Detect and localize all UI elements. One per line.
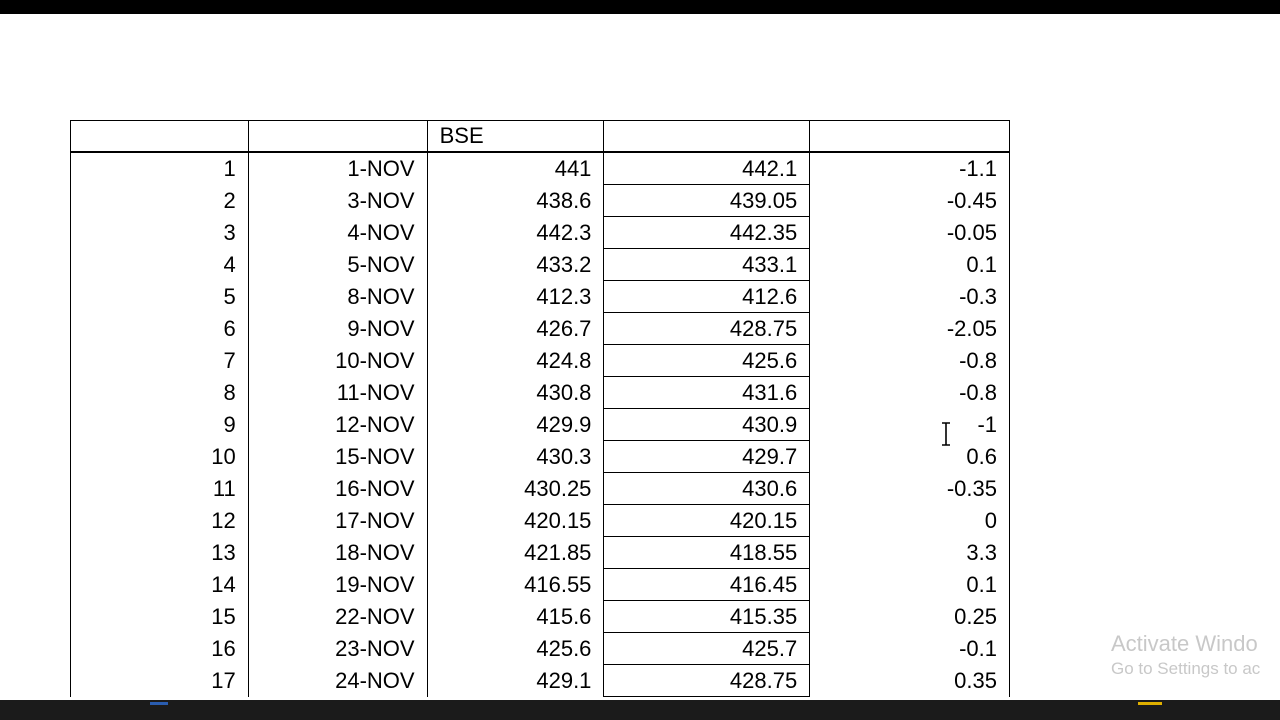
table-cell[interactable]: 0.25 — [810, 601, 1010, 633]
table-cell[interactable]: 17 — [71, 665, 249, 697]
table-cell[interactable]: 442.3 — [427, 217, 604, 249]
table-row — [71, 185, 1010, 217]
table-cell[interactable]: 24-NOV — [248, 665, 427, 697]
table-cell[interactable]: 438.6 — [427, 185, 604, 217]
table-cell[interactable]: 429.1 — [427, 665, 604, 697]
table-row — [71, 633, 1010, 665]
table-cell[interactable]: 420.15 — [427, 505, 604, 537]
table-cell[interactable]: 14 — [71, 569, 249, 601]
table-cell[interactable]: 420.15 — [604, 505, 810, 537]
table-body — [71, 152, 1010, 697]
header-row — [71, 121, 1010, 153]
table-cell[interactable]: 8 — [71, 377, 249, 409]
table-cell[interactable]: 415.6 — [427, 601, 604, 633]
table-cell[interactable]: 19-NOV — [248, 569, 427, 601]
table-row — [71, 313, 1010, 345]
table-cell[interactable]: 431.6 — [604, 377, 810, 409]
header-cell-4[interactable] — [604, 121, 810, 153]
data-table — [70, 120, 1010, 697]
table-cell[interactable]: 415.35 — [604, 601, 810, 633]
table-row — [71, 249, 1010, 281]
table-cell[interactable]: 0 — [810, 505, 1010, 537]
table-row — [71, 345, 1010, 377]
table-cell[interactable]: 3-NOV — [248, 185, 427, 217]
table-cell[interactable]: 421.85 — [427, 537, 604, 569]
taskbar — [0, 700, 1280, 720]
taskbar-app-icon[interactable] — [150, 702, 168, 705]
table-cell[interactable]: 429.9 — [427, 409, 604, 441]
table-cell[interactable]: -1.1 — [810, 152, 1010, 185]
table-cell[interactable]: 6 — [71, 313, 249, 345]
table-cell[interactable]: 8-NOV — [248, 281, 427, 313]
table-cell[interactable]: -0.45 — [810, 185, 1010, 217]
table-cell[interactable]: 15-NOV — [248, 441, 427, 473]
table-cell[interactable]: 425.6 — [604, 345, 810, 377]
table-cell[interactable]: 430.3 — [427, 441, 604, 473]
table-cell[interactable]: 3 — [71, 217, 249, 249]
table-cell[interactable]: 10-NOV — [248, 345, 427, 377]
activate-windows-watermark — [1111, 630, 1260, 680]
header-cell-1[interactable] — [71, 121, 249, 153]
watermark-title: Activate Windo — [1111, 631, 1258, 656]
table-cell[interactable]: 0.1 — [810, 249, 1010, 281]
table-cell[interactable]: 424.8 — [427, 345, 604, 377]
header-cell-5[interactable] — [810, 121, 1010, 153]
table-cell[interactable]: 416.55 — [427, 569, 604, 601]
table-cell[interactable]: 7 — [71, 345, 249, 377]
table-cell[interactable]: 22-NOV — [248, 601, 427, 633]
table-row — [71, 217, 1010, 249]
table-cell[interactable]: -1 — [810, 409, 1010, 441]
table-cell[interactable]: 15 — [71, 601, 249, 633]
table-row — [71, 473, 1010, 505]
spreadsheet-area — [70, 120, 1010, 700]
table-cell[interactable]: 0.1 — [810, 569, 1010, 601]
table-row — [71, 281, 1010, 313]
table-cell[interactable]: 430.8 — [427, 377, 604, 409]
table-cell[interactable]: 433.2 — [427, 249, 604, 281]
table-cell[interactable]: 425.7 — [604, 633, 810, 665]
watermark-subtitle: Go to Settings to ac — [1111, 659, 1261, 678]
table-row — [71, 409, 1010, 441]
table-cell[interactable]: 5 — [71, 281, 249, 313]
table-cell[interactable]: 429.7 — [604, 441, 810, 473]
table-cell[interactable]: 441 — [427, 152, 604, 185]
table-cell[interactable]: -0.05 — [810, 217, 1010, 249]
table-cell[interactable]: 11-NOV — [248, 377, 427, 409]
table-cell[interactable]: 13 — [71, 537, 249, 569]
table-cell[interactable]: -0.8 — [810, 345, 1010, 377]
table-cell[interactable]: 12 — [71, 505, 249, 537]
table-cell[interactable]: 1 — [71, 152, 249, 185]
table-cell[interactable]: 442.35 — [604, 217, 810, 249]
ibeam-text-cursor-icon — [940, 422, 952, 446]
table-cell[interactable]: 5-NOV — [248, 249, 427, 281]
table-cell[interactable]: 433.1 — [604, 249, 810, 281]
table-cell[interactable]: 412.6 — [604, 281, 810, 313]
taskbar-folder-icon[interactable] — [1138, 702, 1162, 705]
table-cell[interactable]: 442.1 — [604, 152, 810, 185]
table-cell[interactable]: 16 — [71, 633, 249, 665]
table-cell[interactable]: 12-NOV — [248, 409, 427, 441]
header-cell-bse[interactable]: BSE — [427, 121, 604, 153]
table-cell[interactable]: 1-NOV — [248, 152, 427, 185]
table-cell[interactable]: -0.35 — [810, 473, 1010, 505]
table-row — [71, 665, 1010, 697]
table-cell[interactable]: 4-NOV — [248, 217, 427, 249]
table-cell[interactable]: 17-NOV — [248, 505, 427, 537]
table-cell[interactable]: -0.1 — [810, 633, 1010, 665]
table-cell[interactable]: -2.05 — [810, 313, 1010, 345]
table-row — [71, 537, 1010, 569]
table-cell[interactable]: 10 — [71, 441, 249, 473]
table-cell[interactable]: 3.3 — [810, 537, 1010, 569]
table-cell[interactable]: 412.3 — [427, 281, 604, 313]
table-cell[interactable]: 2 — [71, 185, 249, 217]
table-cell[interactable]: 428.75 — [604, 665, 810, 697]
table-cell[interactable]: 9 — [71, 409, 249, 441]
top-frame-bar — [0, 0, 1280, 14]
table-row — [71, 377, 1010, 409]
table-row — [71, 152, 1010, 185]
table-cell[interactable]: -0.3 — [810, 281, 1010, 313]
table-cell[interactable]: 418.55 — [604, 537, 810, 569]
table-cell[interactable]: 16-NOV — [248, 473, 427, 505]
table-row — [71, 569, 1010, 601]
table-cell[interactable]: 23-NOV — [248, 633, 427, 665]
table-cell[interactable]: 426.7 — [427, 313, 604, 345]
header-cell-2[interactable] — [248, 121, 427, 153]
table-cell[interactable]: 416.45 — [604, 569, 810, 601]
table-cell[interactable]: 0.35 — [810, 665, 1010, 697]
table-cell[interactable]: 9-NOV — [248, 313, 427, 345]
table-cell[interactable]: 430.9 — [604, 409, 810, 441]
table-cell[interactable]: 428.75 — [604, 313, 810, 345]
table-cell[interactable]: 430.25 — [427, 473, 604, 505]
table-cell[interactable]: 11 — [71, 473, 249, 505]
table-cell[interactable]: -0.8 — [810, 377, 1010, 409]
table-cell[interactable]: 0.6 — [810, 441, 1010, 473]
table-cell[interactable]: 4 — [71, 249, 249, 281]
table-cell[interactable]: 18-NOV — [248, 537, 427, 569]
table-row — [71, 601, 1010, 633]
table-row — [71, 505, 1010, 537]
table-cell[interactable]: 439.05 — [604, 185, 810, 217]
table-row — [71, 441, 1010, 473]
table-cell[interactable]: 430.6 — [604, 473, 810, 505]
table-cell[interactable]: 425.6 — [427, 633, 604, 665]
